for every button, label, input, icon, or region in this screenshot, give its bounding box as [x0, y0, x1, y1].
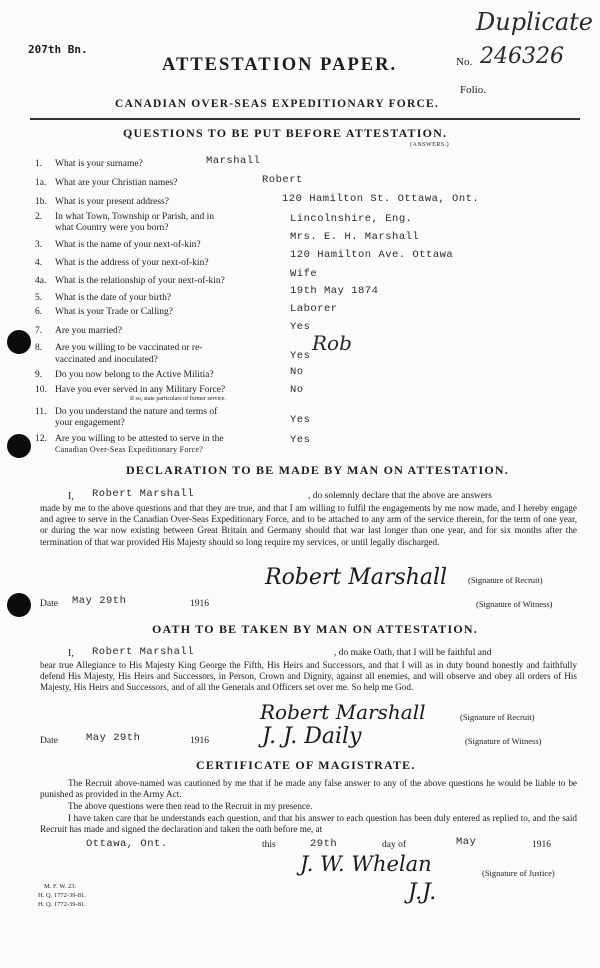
- question-number: 6.: [35, 307, 43, 317]
- question-number: 10.: [35, 385, 47, 395]
- question-text: Do you now belong to the Active Militia?: [55, 370, 214, 380]
- witness-signature: J. J. Daily: [262, 724, 362, 749]
- handwritten-initials: Rob: [312, 331, 352, 355]
- question-number: 11.: [35, 407, 47, 417]
- header-divider: [30, 118, 580, 120]
- questions-heading: QUESTIONS TO BE PUT BEFORE ATTESTATION.: [123, 126, 448, 140]
- answer-value: Yes: [290, 350, 311, 362]
- question-text: In what Town, Township or Parish, and in: [55, 212, 215, 222]
- declaration-date: May 29th: [72, 595, 127, 607]
- declaration-line1: , do solemnly declare that the above are answers: [308, 491, 492, 501]
- question-text: Are you willing to be vaccinated or re-: [55, 343, 203, 353]
- certificate-day: 29th: [310, 838, 338, 850]
- oath-date: May 29th: [86, 732, 141, 744]
- certificate-heading: CERTIFICATE OF MAGISTRATE.: [196, 758, 416, 772]
- recruit-signature: Robert Marshall: [265, 565, 448, 590]
- question-number: 9.: [35, 370, 43, 380]
- question-text-cont: If so, state particulars of former service.: [130, 396, 226, 402]
- answer-value: Marshall: [206, 155, 261, 167]
- answer-value: Wife: [290, 268, 318, 280]
- question-text: What are your Christian names?: [55, 178, 178, 188]
- oath-heading: OATH TO BE TAKEN BY MAN ON ATTESTATION.: [152, 622, 478, 636]
- question-number: 8.: [35, 343, 43, 353]
- question-text-cont: vaccinated and inoculated?: [55, 355, 158, 365]
- declaration-heading: DECLARATION TO BE MADE BY MAN ON ATTESTATION.: [126, 463, 509, 477]
- certificate-place: Ottawa, Ont.: [86, 838, 168, 850]
- answer-value: Mrs. E. H. Marshall: [290, 231, 420, 243]
- footer-code: H. Q. 1772-39-81.: [38, 901, 86, 908]
- declaration-i: I,: [68, 491, 74, 502]
- question-number: 3.: [35, 240, 43, 250]
- declaration-body: made by me to the above questions and that they are true, and that I am willing to fulfil the engagements by me now made, and I hereby engage and agree to serve in the Canadian Over-Seas Expeditionary Force, and to be attached to any arm of the service therein, for the term of one year, or during the war now existing between Great Britain and Germany should that war last longer than one year, and for six months after the termination of that war provided His Majesty should so long require my services, or until legally discharged.: [40, 503, 577, 547]
- question-number: 7.: [35, 326, 43, 336]
- footer-code: H. Q. 1772-39-81.: [38, 892, 86, 899]
- declaration-year: 1916: [190, 599, 209, 609]
- signature-of-recruit-label: (Signature of Recruit): [468, 575, 543, 585]
- form-subtitle: CANADIAN OVER-SEAS EXPEDITIONARY FORCE.: [115, 98, 439, 110]
- certificate-this-label: this: [262, 840, 276, 850]
- answer-value: No: [290, 384, 304, 396]
- oath-line1: , do make Oath, that I will be faithful and: [334, 648, 492, 658]
- question-number: 5.: [35, 293, 43, 303]
- oath-year: 1916: [190, 736, 209, 746]
- certificate-paragraph-3: I have taken care that he understands each question, and that his answer to each question has been duly entered as replied to, and the said Recruit has made and signed the declaration and taken the oath before me, at: [40, 813, 577, 835]
- question-text: What is the date of your birth?: [55, 293, 172, 303]
- answer-value: 120 Hamilton St. Ottawa, Ont.: [282, 193, 480, 205]
- certificate-paragraph-1: The Recruit above-named was cautioned by me that if he made any false answer to any of the above questions he would be liable to be punished as provided in the Army Act.: [40, 778, 577, 800]
- certificate-year: 1916: [532, 840, 551, 850]
- punch-hole: [7, 330, 31, 354]
- answer-value: Laborer: [290, 303, 338, 315]
- oath-name: Robert Marshall: [92, 646, 195, 658]
- question-text: What is your surname?: [55, 159, 143, 169]
- form-title: ATTESTATION PAPER.: [162, 55, 398, 75]
- footer-code: M. F. W. 23.: [44, 883, 77, 890]
- declaration-name: Robert Marshall: [92, 488, 195, 500]
- punch-hole: [7, 434, 31, 458]
- question-text: What is the name of your next-of-kin?: [55, 240, 201, 250]
- answer-value: Yes: [290, 434, 311, 446]
- question-number: 2.: [35, 212, 43, 222]
- question-number: 1b.: [35, 197, 47, 207]
- regimental-number: 246326: [480, 44, 564, 69]
- answer-value: Yes: [290, 321, 311, 333]
- date-label: Date: [40, 599, 58, 609]
- answer-value: No: [290, 366, 304, 378]
- answer-value: Lincolnshire, Eng.: [290, 213, 413, 225]
- question-text: What is your present address?: [55, 197, 169, 207]
- answer-value: 120 Hamilton Ave. Ottawa: [290, 249, 454, 261]
- question-text: What is your Trade or Calling?: [55, 307, 173, 317]
- question-number: 4a.: [35, 276, 47, 286]
- answers-label: (ANSWERS.): [410, 142, 450, 148]
- oath-i: I,: [68, 648, 74, 659]
- oath-signature-of-witness-label: (Signature of Witness): [465, 736, 542, 746]
- answer-value: Yes: [290, 414, 311, 426]
- question-number: 1.: [35, 159, 43, 169]
- oath-recruit-signature: Robert Marshall: [260, 700, 426, 724]
- question-text: What is the relationship of your next-of-kin?: [55, 276, 225, 286]
- number-label: No.: [456, 56, 473, 68]
- question-text-cont: what Country were you born?: [55, 223, 169, 233]
- question-text-cont: Canadian Over-Seas Expeditionary Force?: [55, 445, 204, 454]
- question-number: 1a.: [35, 178, 47, 188]
- signature-of-justice-label: (Signature of Justice): [482, 868, 555, 878]
- question-text-cont: your engagement?: [55, 418, 125, 428]
- duplicate-stamp: Duplicate: [476, 8, 594, 36]
- punch-hole: [7, 593, 31, 617]
- question-number: 12.: [35, 434, 47, 444]
- oath-signature-of-recruit-label: (Signature of Recruit): [460, 712, 535, 722]
- question-text: What is the address of your next-of-kin?: [55, 258, 209, 268]
- signature-of-witness-label: (Signature of Witness): [476, 599, 553, 609]
- folio-label: Folio.: [460, 84, 486, 96]
- battalion-label: 207th Bn.: [28, 43, 88, 56]
- oath-date-label: Date: [40, 736, 58, 746]
- question-text: Are you married?: [55, 326, 122, 336]
- question-number: 4.: [35, 258, 43, 268]
- answer-value: 19th May 1874: [290, 285, 379, 297]
- justice-signature: J. W. Whelan: [300, 852, 432, 876]
- answer-value: Robert: [262, 174, 303, 186]
- certificate-paragraph-2: The above questions were then read to the Recruit in my presence.: [68, 801, 313, 811]
- certificate-month: May: [456, 836, 477, 848]
- oath-body: bear true Allegiance to His Majesty King George the Fifth, His Heirs and Successors, and that I will as in duty bound honestly and faithfully defend His Majesty, His Heirs and Successors, in Person, Crown and Dignity, against all enemies, and will observe and obey all orders of His Majesty, His Heirs and Successors, and of all the Generals and Officers set over me. So help me God.: [40, 660, 577, 693]
- certificate-day-of-label: day of: [382, 840, 407, 850]
- question-text: Have you ever served in any Military Force?: [55, 385, 226, 395]
- question-text: Do you understand the nature and terms of: [55, 407, 218, 417]
- initials-mark: J.J.: [408, 880, 437, 905]
- question-text: Are you willing to be attested to serve in the: [55, 434, 224, 444]
